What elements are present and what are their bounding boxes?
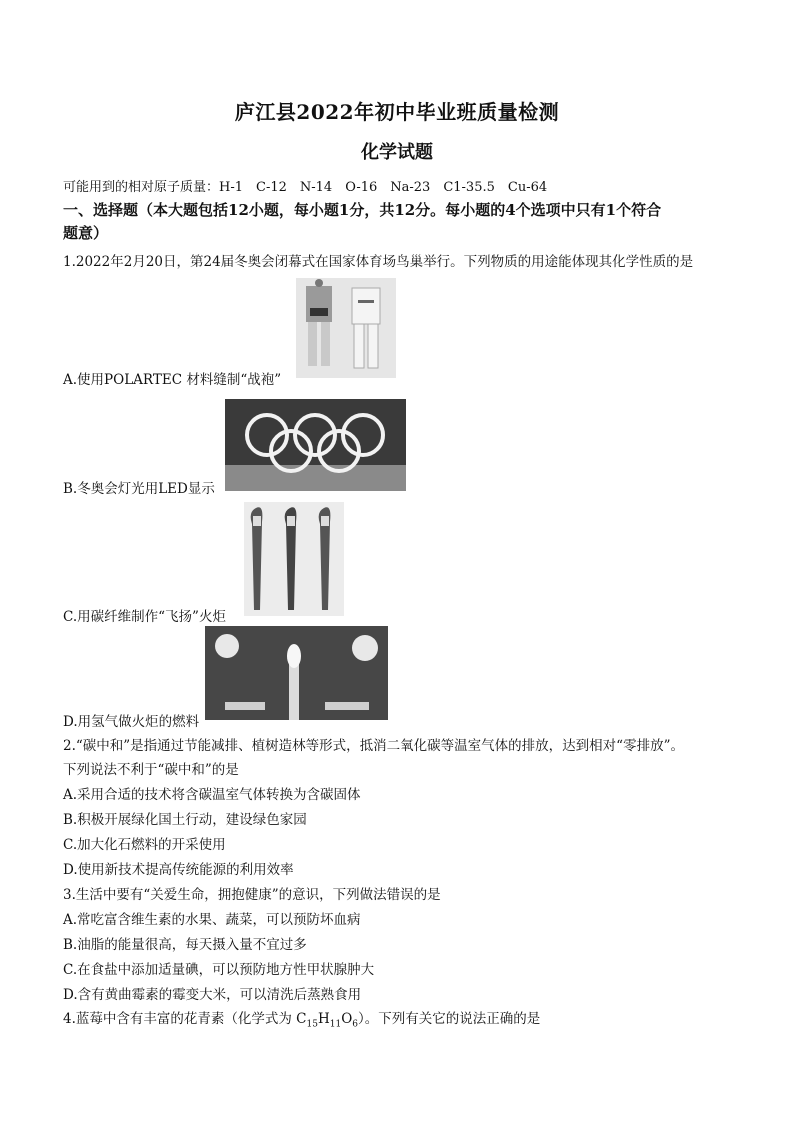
q2-option-c: C.加大化石燃料的开采使用 [63, 837, 226, 853]
q3-option-a: A.常吃富含维生素的水果、蔬菜，可以预防坏血病 [63, 912, 361, 928]
q1-option-d: D.用氢气做火炬的燃料 [63, 714, 200, 730]
q3-option-b: B.油脂的能量很高，每天摄入量不宜过多 [63, 937, 307, 953]
q4-element-h: H [317, 1011, 330, 1027]
q4-stem-before: 4.蓝莓中含有丰富的花青素（化学式为 C [63, 1011, 307, 1027]
q4-element-o: O [341, 1011, 353, 1027]
q2-option-d: D.使用新技术提高传统能源的利用效率 [63, 862, 294, 878]
torch-flame-image [205, 626, 388, 720]
q4-stem [63, 1007, 540, 1030]
q4-sub-carbon: 15 [306, 1019, 318, 1030]
section-heading-line2: 题意） [63, 224, 109, 242]
q3-option-d: D.含有黄曲霉素的霉变大米，可以清洗后蒸熟食用 [63, 987, 362, 1003]
olympic-rings-image [225, 399, 406, 491]
q2-stem-line1: 2.“碳中和”是指通过节能减排、植树造林等形式，抵消二氧化碳等温室气体的排放，达到相对“零排放”。 [63, 738, 684, 754]
q2-option-a: A.采用合适的技术将含碳温室气体转换为含碳固体 [63, 787, 361, 803]
uniform-image [296, 278, 396, 378]
atomic-mass-note: 可能用到的相对原子质量：H-1 C-12 N-14 O-16 Na-23 C1-35.5 Cu-64 [63, 180, 548, 195]
q1-stem: 1.2022年2月20日，第24届冬奥会闭幕式在国家体育场鸟巢举行。下列物质的用途能体现其化学性质的是 [63, 254, 694, 270]
exam-title: 庐江县2022年初中毕业班质量检测 [234, 100, 560, 124]
q4-sub-oxygen: 6 [352, 1019, 359, 1030]
q2-stem-line2: 下列说法不利于“碳中和”的是 [63, 762, 239, 778]
torch-image [244, 502, 344, 616]
q3-stem: 3.生活中要有“关爱生命，拥抱健康”的意识，下列做法错误的是 [63, 887, 441, 903]
q4-stem-after: ）。下列有关它的说法正确的是 [358, 1011, 541, 1027]
section-heading-line1: 一、选择题（本大题包括12小题，每小题1分，共12分。每小题的4个选项中只有1个符合 [63, 201, 662, 219]
q1-option-c: C.用碳纤维制作“飞扬”火炬 [63, 609, 226, 625]
q2-option-b: B.积极开展绿化国土行动，建设绿色家园 [63, 812, 307, 828]
q1-option-a: A.使用POLARTEC 材料缝制“战袍” [63, 372, 282, 388]
q1-option-b: B.冬奥会灯光用LED显示 [63, 481, 215, 497]
q3-option-c: C.在食盐中添加适量碘，可以预防地方性甲状腺肿大 [63, 962, 375, 978]
exam-subtitle: 化学试题 [361, 142, 433, 163]
q4-sub-hydrogen: 11 [329, 1019, 342, 1030]
